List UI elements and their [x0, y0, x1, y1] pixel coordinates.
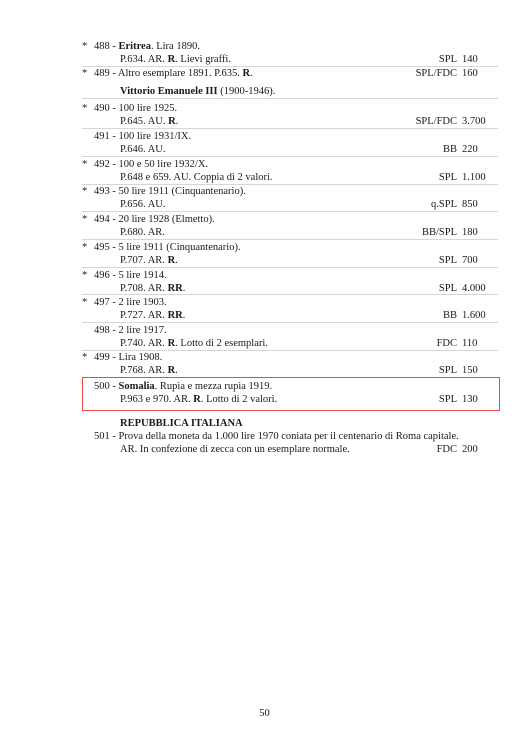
lot-title: 496 - 5 lire 1914.: [94, 270, 167, 281]
lot-500: [0, 381, 529, 411]
lot-grade: SPL: [438, 394, 457, 405]
lot-title: 500 - Somalia. Rupia e mezza rupia 1919.: [94, 381, 273, 392]
lot-title: 494 - 20 lire 1928 (Elmetto).: [94, 214, 215, 225]
lot-price: 1.100: [462, 172, 486, 183]
lot-title: 490 - 100 lire 1925.: [94, 103, 178, 114]
lot-title: 498 - 2 lire 1917.: [94, 325, 167, 336]
divider: [82, 211, 498, 212]
star-marker: *: [82, 159, 88, 170]
lot-reference: AR. In confezione di zecca con un esemplare normale.: [120, 444, 350, 455]
star-marker: *: [82, 68, 88, 79]
lot-grade: SPL: [438, 255, 457, 266]
star-marker: *: [82, 41, 88, 52]
lot-reference: P.740. AR. R. Lotto di 2 esemplari.: [120, 338, 268, 349]
star-marker: *: [82, 242, 88, 253]
lot-grade: q.SPL: [431, 199, 457, 210]
lot-grade: FDC: [436, 338, 457, 349]
star-marker: *: [82, 103, 88, 114]
lot-grade: BB/SPL: [421, 227, 457, 238]
lot-price: 180: [462, 227, 478, 238]
lot-reference: P.645. AU. R.: [120, 116, 179, 127]
lot-reference: P.963 e 970. AR. R. Lotto di 2 valori.: [120, 394, 278, 405]
divider: [82, 184, 498, 185]
lot-title: 488 - Eritrea. Lira 1890.: [94, 41, 200, 52]
lot-price: 200: [462, 444, 478, 455]
star-marker: *: [82, 270, 88, 281]
lot-price: 850: [462, 199, 478, 210]
lot-price: 1.600: [462, 310, 486, 321]
divider: [82, 156, 498, 157]
lot-reference: P.727. AR. RR.: [120, 310, 186, 321]
lot-title: 489 - Altro esemplare 1891. P.635. R.: [94, 68, 253, 79]
lot-price: 4.000: [462, 283, 486, 294]
lot-price: 150: [462, 365, 478, 376]
lot-reference: P.656. AU.: [120, 199, 166, 210]
lot-reference: P.680. AR.: [120, 227, 165, 238]
star-marker: *: [82, 186, 88, 197]
lot-reference: P.707. AR. R.: [120, 255, 178, 266]
divider: [82, 267, 498, 268]
lot-title: 495 - 5 lire 1911 (Cinquantenario).: [94, 242, 241, 253]
lot-496: [0, 270, 529, 300]
lot-grade: SPL: [438, 172, 457, 183]
lot-grade: BB: [442, 310, 457, 321]
lot-grade: SPL: [438, 54, 457, 65]
divider: [82, 322, 498, 323]
lot-reference: P.646. AU.: [120, 144, 166, 155]
lot-title: 493 - 50 lire 1911 (Cinquantenario).: [94, 186, 246, 197]
lot-reference: P.648 e 659. AU. Coppia di 2 valori.: [120, 172, 273, 183]
star-marker: *: [82, 214, 88, 225]
lot-grade: SPL: [438, 365, 457, 376]
lot-grade: SPL/FDC: [415, 68, 457, 79]
lot-reference: P.768. AR. R.: [120, 365, 178, 376]
lot-title: 501 - Prova della moneta da 1.000 lire 1970 coniata per il centenario di Roma capitale.: [94, 431, 459, 442]
lot-title: 491 - 100 lire 1931/IX.: [94, 131, 192, 142]
section-heading-repubblica: REPUBBLICA ITALIANA: [120, 418, 243, 429]
lot-reference: P.708. AR. RR.: [120, 283, 186, 294]
lot-501: [0, 431, 529, 461]
lot-price: 160: [462, 68, 478, 79]
divider: [82, 239, 498, 240]
divider: [82, 128, 498, 129]
lot-price: 110: [462, 338, 478, 349]
page-number: 50: [259, 708, 270, 719]
lot-title: 499 - Lira 1908.: [94, 352, 163, 363]
lot-price: 3.700: [462, 116, 486, 127]
divider: [82, 66, 498, 67]
lot-price: 220: [462, 144, 478, 155]
section-heading-vittorio: Vittorio Emanuele III (1900-1946).: [120, 86, 276, 97]
star-marker: *: [82, 297, 88, 308]
lot-title: 492 - 100 e 50 lire 1932/X.: [94, 159, 209, 170]
divider: [82, 98, 498, 99]
lot-price: 700: [462, 255, 478, 266]
divider: [82, 350, 498, 351]
star-marker: *: [82, 352, 88, 363]
lot-reference: P.634. AR. R. Lievi graffi.: [120, 54, 231, 65]
lot-price: 140: [462, 54, 478, 65]
lot-grade: SPL/FDC: [415, 116, 457, 127]
lot-grade: SPL: [438, 283, 457, 294]
lot-grade: FDC: [436, 444, 457, 455]
lot-price: 130: [462, 394, 478, 405]
divider: [82, 294, 498, 295]
lot-title: 497 - 2 lire 1903.: [94, 297, 167, 308]
lot-grade: BB: [442, 144, 457, 155]
